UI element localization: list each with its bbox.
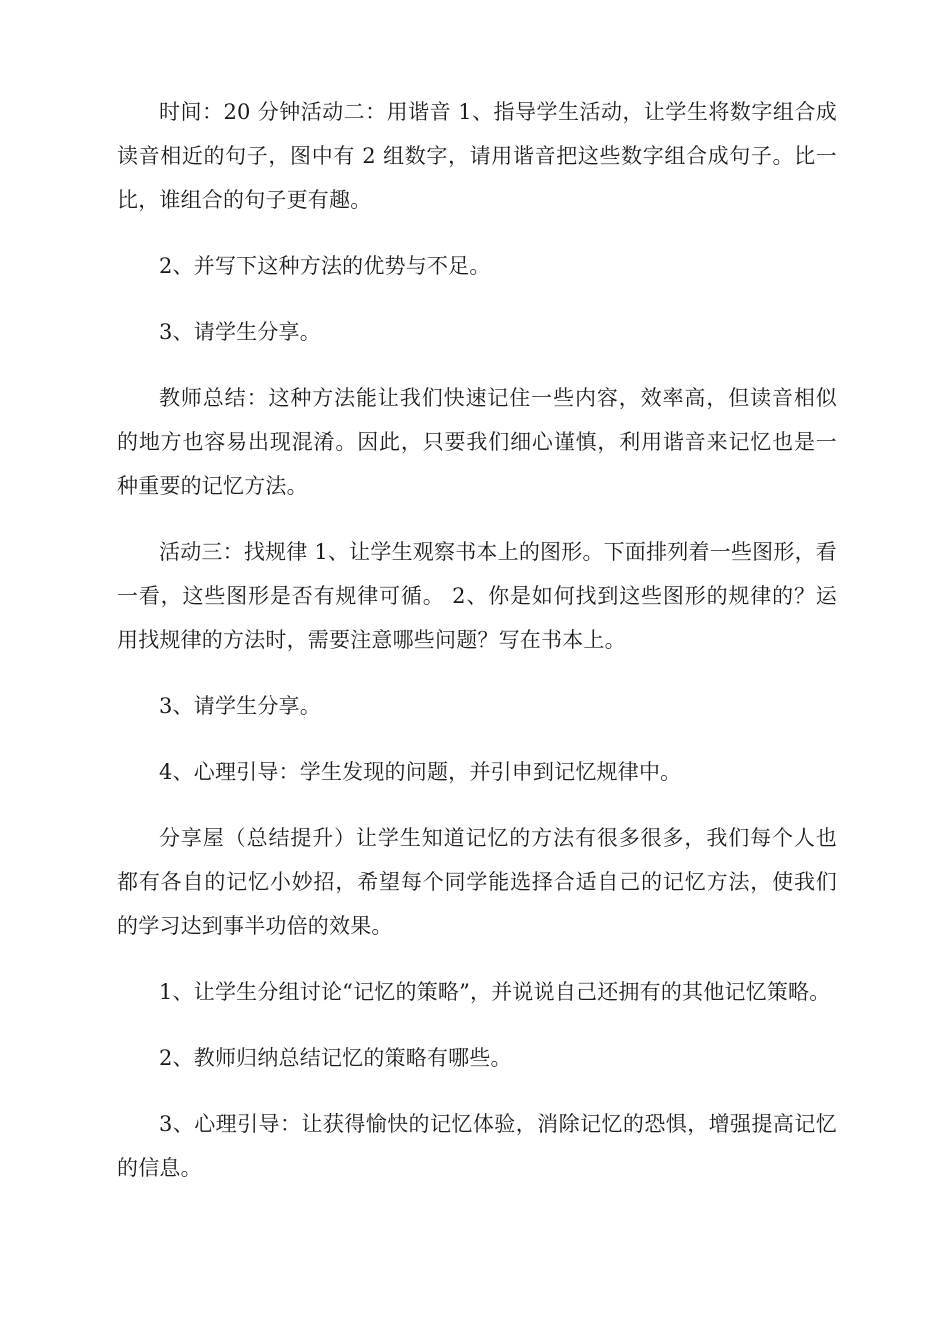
paragraph-teacher-conclusion: 2、教师归纳总结记忆的策略有哪些。	[159, 1046, 512, 1070]
paragraph-step-2-write: 2、并写下这种方法的优势与不足。	[159, 254, 491, 278]
paragraph-sharing-room: 分享屋（总结提升）让学生知道记忆的方法有很多很多，我们每个人也都有各自的记忆小妙招，希望每个同学能选择合适自己的记忆方法，使我们的学习达到事半功倍的效果。	[117, 826, 837, 938]
paragraph-group-discussion: 1、让学生分组讨论“记忆的策略”，并说说自己还拥有的其他记忆策略。	[159, 980, 831, 1004]
paragraph-activity-two: 时间：20 分钟活动二：用谐音 1、指导学生活动，让学生将数字组合成读音相近的句子，图中有 2 组数字，请用谐音把这些数字组合成句子。比一比，谁组合的句子更有趣。	[117, 100, 837, 212]
paragraph-step-3-share: 3、请学生分享。	[159, 320, 321, 344]
paragraph-activity-three: 活动三：找规律 1、让学生观察书本上的图形。下面排列着一些图形，看一看，这些图形是否有规律可循。 2、你是如何找到这些图形的规律的？运用找规律的方法时，需要注意哪些问题？写在书本上。	[117, 540, 837, 652]
document-body	[117, 90, 837, 1212]
paragraph-psych-guidance-2: 3、心理引导：让获得愉快的记忆体验，消除记忆的恐惧，增强提高记忆的信息。	[117, 1112, 837, 1180]
paragraph-psych-guidance-1: 4、心理引导：学生发现的问题，并引申到记忆规律中。	[159, 760, 682, 784]
paragraph-step-3-share-again: 3、请学生分享。	[159, 694, 321, 718]
paragraph-teacher-summary: 教师总结：这种方法能让我们快速记住一些内容，效率高，但读音相似的地方也容易出现混淆。因此，只要我们细心谨慎，利用谐音来记忆也是一种重要的记忆方法。	[117, 386, 837, 498]
